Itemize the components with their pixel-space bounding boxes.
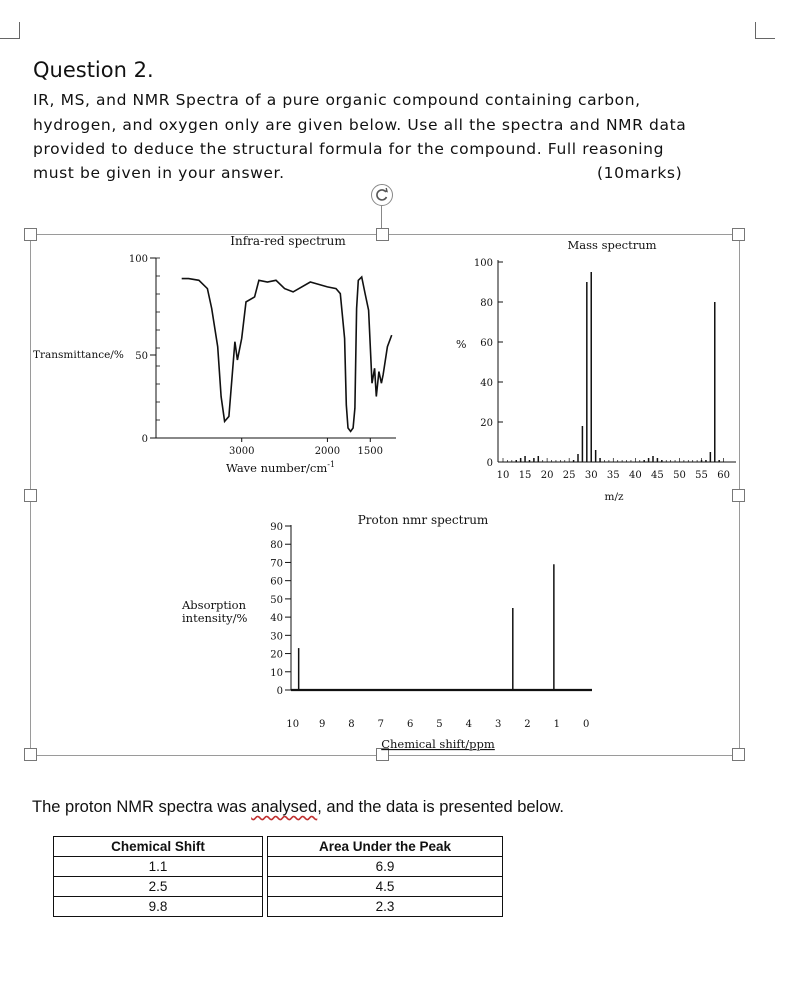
nmr-xtick-label: 2 [524,719,531,730]
ms-xtick-label: 25 [562,470,576,481]
ms-ytick-label: 60 [480,338,493,349]
nmr-chart [181,513,592,751]
table-row [54,897,503,917]
ir-xlabel: Wave number/$cm^{-1}$ [226,460,336,475]
nmr-xlabel: Chemical shift/ppm [381,737,495,751]
cell-shift: 1.1 [54,857,263,877]
ms-ytick-label: 20 [480,418,493,429]
ir-spectrum-curve [182,277,392,431]
ms-xtick-label: 15 [518,470,532,481]
ms-ylabel: % [456,338,467,351]
ms-ytick-label: 40 [480,378,493,389]
ir-title: Infra-red spectrum [230,234,346,248]
table-row [54,877,503,897]
caption-text-before: The proton NMR spectra was [32,798,252,816]
ir-ytick-label: 100 [128,254,148,265]
ms-xtick-label: 20 [540,470,554,481]
cell-shift: 2.5 [54,877,263,897]
nmr-ylabel-line-1: Absorption [182,598,246,612]
table-row [54,857,503,877]
nmr-ytick-label: 70 [270,558,283,570]
ir-xtick-label: 2000 [314,446,341,457]
nmr-xtick-label: 0 [582,719,590,730]
ms-xtick-label: 30 [584,470,598,481]
caption-spelling-flag[interactable]: analysed [251,798,318,816]
nmr-ytick-label: 10 [270,667,283,679]
ms-ytick-label: 80 [480,298,493,309]
nmr-ytick-label: 50 [270,594,283,606]
header-area-under-peak: Area Under the Peak [268,837,503,857]
ir-ytick-label: 50 [135,351,148,362]
ms-xlabel: m/z [604,491,624,503]
nmr-ytick-label: 80 [270,540,283,552]
ir-xtick-label: 3000 [228,446,255,457]
nmr-ytick-label: 30 [270,631,283,643]
caption-text-after: , and the data is presented below. [317,798,564,816]
nmr-ytick-label: 90 [270,522,283,533]
ms-xtick-label: 50 [673,470,686,481]
nmr-xtick-label: 1 [553,719,560,730]
table-header-row [54,837,503,857]
ir-chart [33,234,396,475]
header-chemical-shift: Chemical Shift [54,837,263,857]
nmr-ytick-label: 40 [270,613,283,625]
cell-area: 2.3 [268,897,503,917]
ms-xtick-label: 55 [695,470,708,481]
question-text-line-3: provided to deduce the structural formula for the compound. Full reasoning [33,140,665,158]
nmr-xtick-label: 5 [436,719,443,730]
ms-xtick-label: 60 [717,470,730,481]
nmr-ytick-label: 0 [276,686,283,697]
nmr-data-table [53,836,503,917]
ms-chart [456,238,736,503]
question-title: Question 2. [33,58,154,82]
nmr-title: Proton nmr spectrum [357,513,489,527]
nmr-ylabel-line-2: intensity/% [182,611,248,625]
ir-xtick-label: 1500 [357,446,384,457]
ms-ytick-label: 100 [473,258,493,269]
ms-xtick-label: 35 [606,470,620,481]
nmr-xtick-label: 9 [318,719,326,730]
nmr-xtick-label: 3 [494,719,502,730]
cell-shift: 9.8 [54,897,263,917]
marks-label: (10marks) [597,164,683,182]
ms-ytick-label: 0 [486,458,493,469]
question-text-line-4: must be given in your answer. [33,164,285,182]
nmr-ytick-label: 20 [270,649,283,661]
nmr-caption [32,798,564,817]
nmr-xtick-label: 10 [286,719,300,730]
ms-title: Mass spectrum [567,238,657,252]
nmr-ytick-label: 60 [270,576,283,588]
cell-area: 4.5 [268,877,503,897]
cell-area: 6.9 [268,857,503,877]
nmr-xtick-label: 6 [406,719,414,730]
nmr-xtick-label: 8 [348,719,355,730]
question-text-line-2: hydrogen, and oxygen only are given below. Use all the spectra and NMR data [33,116,687,134]
question-text-line-1: IR, MS, and NMR Spectra of a pure organic compound containing carbon, [33,91,641,109]
ms-xtick-label: 10 [496,470,510,481]
nmr-xtick-label: 7 [377,719,384,730]
nmr-xtick-label: 4 [465,719,472,730]
ir-ylabel: Transmittance/% [33,349,124,361]
ms-xtick-label: 40 [628,470,642,481]
ir-ytick-label: 0 [141,434,148,445]
ms-xtick-label: 45 [651,470,664,481]
